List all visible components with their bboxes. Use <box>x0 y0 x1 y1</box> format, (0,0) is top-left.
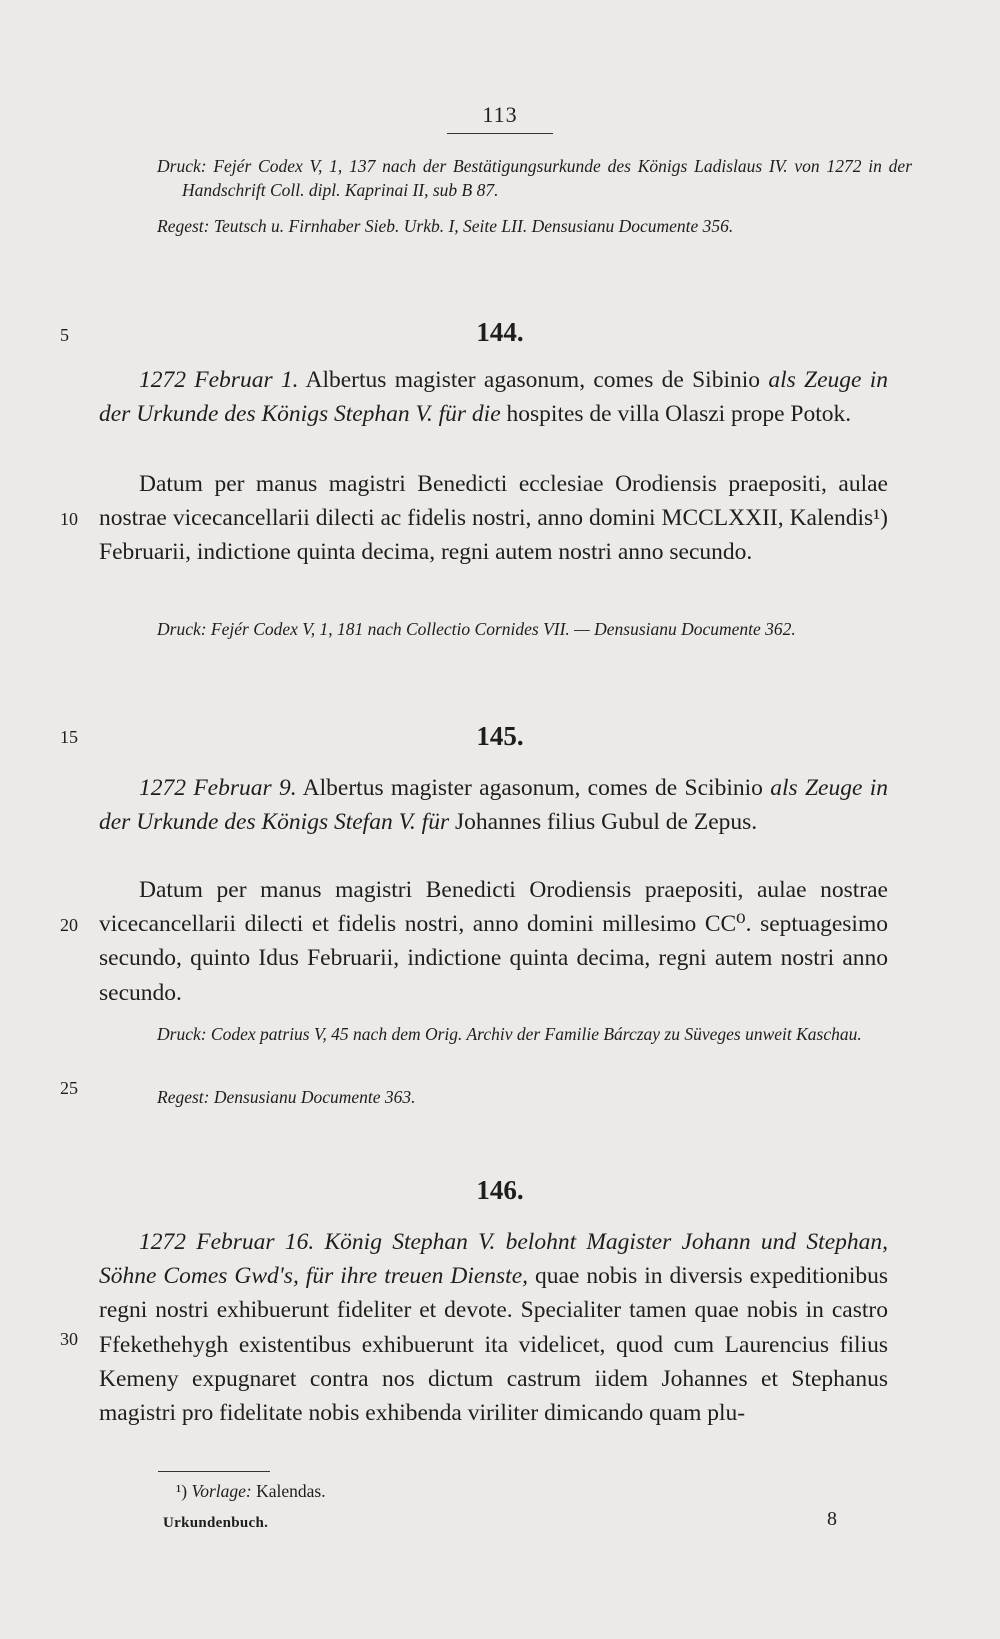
page-number: 113 <box>482 102 518 127</box>
header-rule <box>447 133 553 134</box>
document-number-145: 145. <box>476 721 524 751</box>
document-number-144: 144. <box>476 317 524 347</box>
regest-note-143: Regest: Teutsch u. Firnhaber Sieb. Urkb. I, Seite LII. Densusianu Documente 356. <box>157 216 734 236</box>
document-144-druck-note: Druck: Fejér Codex V, 1, 181 nach Collectio Cornides VII. — Densusianu Documente 362. <box>157 619 796 639</box>
footnote <box>176 1481 326 1502</box>
document-145-regest <box>99 771 888 839</box>
document-145-summary-a: Albertus magister agasonum, comes de Scibinio <box>302 775 763 801</box>
document-146-body: quae nobis in diversis expeditionibus regni nostri exhibuerunt fideliter et devote. Specialiter tamen quae nobis in castro Ffekethehygh existentibus exhibuerunt ita videlicet, quod cum Laurencius filius Kemeny expugnaret contra nos dictum castrum iidem Johannes et Stephanus magistri pro fidelitate nobis exhibenda viriliter dimicando quam plu- <box>99 1263 889 1427</box>
footnote-mark: ¹) <box>176 1481 188 1501</box>
document-144-summary-a: Albertus magister agasonum, comes de Sibinio <box>305 367 761 393</box>
line-number-10: 10 <box>60 509 78 529</box>
footnote-rule <box>158 1471 270 1472</box>
document-144-text: Datum per manus magistri Benedicti ecclesiae Orodiensis praepositi, aulae nostrae vicecancellarii dilecti ac fidelis nostri, anno domini MCCLXXII, Kalendis¹) Februarii, indictione quinta decima, regni autem nostri anno secundo. <box>99 471 888 566</box>
document-146-summary: König Stephan V. belohnt Magister Johann und Stephan, Söhne Comes Gwd's, für ihre treuen Dienste, <box>99 1229 888 1290</box>
footer-signature-number: 8 <box>827 1508 837 1530</box>
document-144-regest <box>99 363 888 431</box>
line-number-15: 15 <box>60 727 78 747</box>
document-number-146: 146. <box>476 1175 524 1205</box>
footnote-label: Vorlage: <box>191 1481 252 1501</box>
line-number-25: 25 <box>60 1078 78 1098</box>
document-145-summary-c: Johannes filius Gubul de Zepus. <box>454 809 758 836</box>
document-146-date: 1272 Februar 16. <box>139 1229 315 1255</box>
document-144-date: 1272 Februar 1. <box>139 367 299 393</box>
document-145-druck-note: Druck: Codex patrius V, 45 nach dem Orig. Archiv der Familie Bárczay zu Süveges unweit Kaschau. <box>157 1024 862 1044</box>
document-145-regest-note: Regest: Densusianu Documente 363. <box>157 1087 416 1107</box>
line-number-20: 20 <box>60 915 78 935</box>
document-144-summary-c: hospites de villa Olaszi prope Potok. <box>506 401 852 428</box>
footnote-text: Kalendas. <box>256 1481 326 1501</box>
druck-note-143: Druck: Fejér Codex V, 1, 137 nach der Bestätigungsurkunde des Königs Ladislaus IV. von 1272 in der Handschrift Coll. dipl. Kaprinai II, sub B 87. <box>157 156 912 200</box>
line-number-5: 5 <box>60 325 69 345</box>
document-145-date: 1272 Februar 9. <box>139 775 297 801</box>
document-145-summary-b: als Zeuge in der Urkunde des Königs Stefan V. für <box>99 775 889 836</box>
document-146-text <box>99 1225 888 1430</box>
footer-signature-title: Urkundenbuch. <box>163 1515 269 1531</box>
document-145-text: Datum per manus magistri Benedicti Orodiensis praepositi, aulae nostrae vicecancellarii dilecti et fidelis nostri, anno domini millesimo CC⁰. septuagesimo secundo, quinto Idus Februarii, indictione quinta decima, regni autem nostri anno secundo. <box>99 877 888 1006</box>
line-number-30: 30 <box>60 1329 78 1349</box>
document-144-summary-b: als Zeuge in der Urkunde des Königs Stephan V. für die <box>99 367 889 428</box>
